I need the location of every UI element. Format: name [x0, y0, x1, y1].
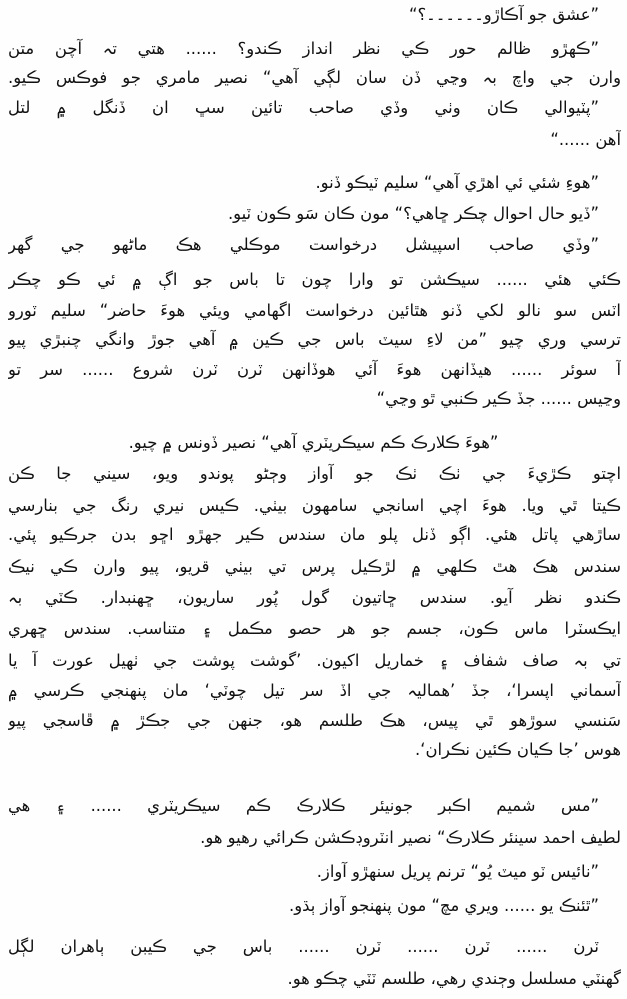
text-line: ڪندو نظر آيو. سندس ڇاتيون گول پُور ساريون، ڇهنبدار. ڪٽي بہ — [8, 588, 621, 607]
text-line: ”مس شميم اڪبر جونيئر ڪلارڪ ڪم سيڪريٽري ...... ۽ هي — [8, 796, 599, 815]
text-line: آ سوئر ...... هيڏانهن هوءَ آئي هوڏانهن ٽرن ٽرن شروع ...... سر تو — [8, 360, 621, 379]
text-line: ”ٿئنڪ يو ...... ويري مچ“ مون پنهنجو آواز ٻڌو. — [289, 896, 599, 915]
text-line: ”نائيس ٽو ميٽ يُو“ ترنم پريل سنهڙو آواز. — [316, 862, 599, 881]
text-line: ايڪسٽرا ماس ڪون، جسم جو هر حصو مڪمل ۽ متناسب. سندس ڇهري — [8, 619, 621, 638]
text-line: ”ڪهڙو ظالم حور ڪي نظر انداز ڪندو؟ ...... هتي تہ آچن متن — [8, 39, 599, 58]
text-line: گهنٽي مسلسل وڄندي رهي، طلسم ٽٽي چڪو هو. — [287, 969, 621, 988]
text-line: ”پٽيوالي ڪان وٺي وڏي صاحب تائين سڀ ان ڏنگل ۾ لتل — [8, 98, 599, 117]
text-line: وارن جي واچ بہ وڃي ڏن سان لڳي آهي“ نصير مامري جو فوڪس ڪيو. — [8, 68, 621, 87]
text-line: سَنسي سوڙهو ٿي پيس، هڪ طلسم هو، جنهن جي جڪڙ ۾ ڦاسجي پيو — [8, 711, 621, 730]
text-line: ٽرن ...... ٽرن ...... ٽرن ...... باس جي ڪيبن ٻاهران لڳل — [8, 937, 599, 956]
text-line: ترسي وري چيو ”من لاءِ سيٽ باس جي ڪين ۾ آهي جوڙ وانگي چنبڙي پيو — [8, 330, 621, 349]
text-line: ساڙهي پاتل هئي. اڳو ڏنل پلو مان سندس ڪير جهڙو اڇو بدن جرڪيو پئي. — [8, 525, 621, 544]
text-line: ”وڏي صاحب اسپيشل درخواست موڪلي هڪ ماڻهو جي گهر — [8, 235, 599, 254]
text-line: تي بہ صاف شفاف ۽ خماريل اکيون. ’گوشت پوشت جي ٺهيل عورت آ يا — [8, 651, 621, 670]
text-line: هوس ’جا ڪيان ڪئين نڪران‘. — [415, 740, 621, 759]
text-line: ڪيتا ٿي ويا. هوءَ اچي اسانجي سامهون بيٺي. ڪيس نيري رنگ جي بنارسي — [8, 496, 621, 515]
text-line: اٽس سو نالو لکي ڏنو هٿائين درخواست اگهامي ويئي هوءَ حاضر“ سليم ٽورو — [8, 301, 621, 320]
text-line: لطيف احمد سينئر ڪلارڪ“ نصير انٽروڊڪشن ڪرائي رهيو هو. — [200, 828, 621, 847]
text-line: آهن ......“ — [550, 130, 621, 149]
text-line: ”هوءِ شئي ئي اهڙي آهي“ سليم ٽيڪو ڏنو. — [315, 173, 599, 192]
text-line: ڪئي هئي ...... سيڪشن تو وارا چون تا باس جو اڳ ۾ ئي ڪو چڪر — [8, 270, 621, 289]
text-line: ”ڏيو حال احوال چڪر ڇاهي؟“ مون ڪان سَو ڪون ٽيو. — [227, 204, 599, 223]
text-line: سندس هڪ هٿ ڪلهي ۾ لڙڪيل پرس تي بيٺي قريو، پيو وارن ڪي نيڪ — [8, 557, 621, 576]
text-line: ”عشق جو آڪاڙو۔۔۔۔۔۔؟“ — [408, 5, 599, 24]
text-line: آسماني اپسرا‘، جڏ ’هماليہ جي اڏ سر تيل چوٽي‘ مان پنهنجي ڪرسي ۾ — [8, 681, 621, 700]
text-line: وڃيس ...... جڏ ڪير ڪنبي ٿو وڃي“ — [376, 389, 621, 408]
text-line: اچتو ڪڙيءَ جي ٺڪ ٺڪ جو آواز وڄڻو پوندو ويو، سيني جا ڪن — [8, 464, 621, 483]
text-line: ”هوءَ ڪلارڪ ڪم سيڪريٽري آهي“ نصير ڏونس ۾ چيو. — [128, 433, 499, 452]
